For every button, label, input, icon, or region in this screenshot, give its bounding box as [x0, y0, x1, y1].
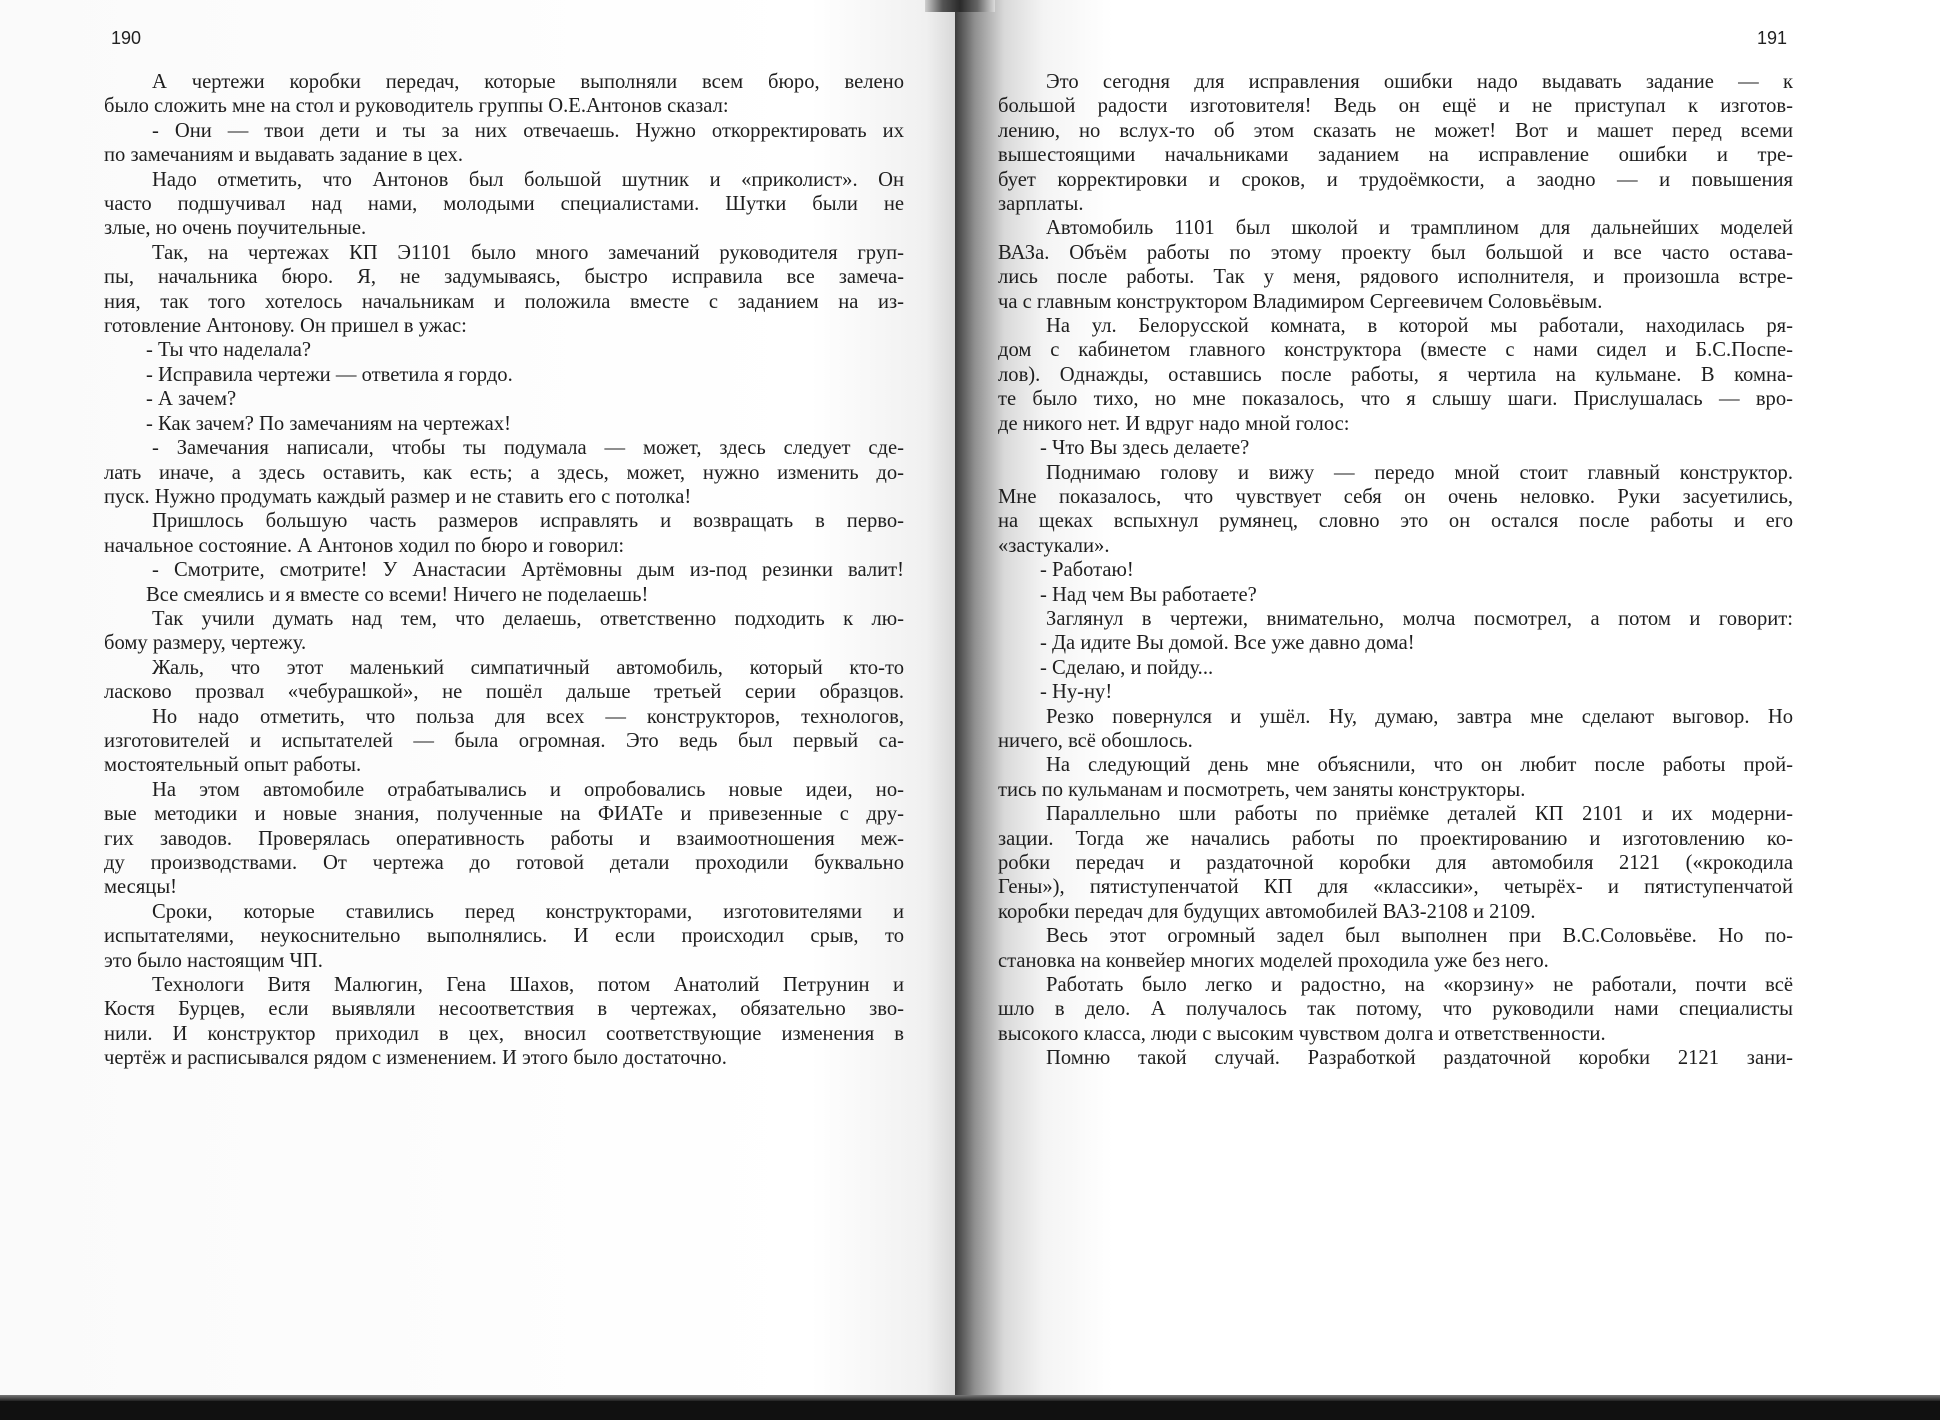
text-line: Автомобиль 1101 был школой и трамплином для дальнейших моделей — [1046, 217, 1793, 240]
text-line: Заглянул в чертежи, внимательно, молча посмотрел, а потом и говорит: — [1046, 607, 1793, 630]
text-line: Технологи Витя Малюгин, Гена Шахов, потом Анатолий Петрунин и — [152, 974, 904, 997]
scanner-edge — [0, 1395, 1940, 1420]
text-line: вышестоящими начальниками заданием на исправление ошибки и тре- — [998, 144, 1793, 167]
text-line: - Да идите Вы домой. Все уже давно дома! — [1040, 632, 1415, 655]
right-page-text — [998, 70, 1793, 1071]
right-page — [955, 0, 1940, 1395]
page-number-right: 191 — [1757, 28, 1788, 48]
text-line: бому размеру, чертежу. — [104, 632, 307, 655]
text-line: чертёж и расписывался рядом с изменением. И этого было достаточно. — [104, 1047, 727, 1070]
text-line: На следующий день мне объяснили, что он любит после работы прой- — [1046, 754, 1793, 777]
text-line: зарплаты. — [998, 193, 1084, 216]
text-line: Все смеялись и я вместе со всеми! Ничего не поделаешь! — [146, 583, 649, 606]
text-line: мостоятельный опыт работы. — [104, 754, 362, 777]
text-line: - Ну-ну! — [1040, 681, 1113, 704]
text-line: дом с кабинетом главного конструктора (вместе с нами сидел и Б.С.Поспе- — [998, 339, 1793, 362]
text-line: лов). Однажды, оставшись после работы, я чертила на кульмане. В комна- — [998, 363, 1793, 386]
text-line: Помню такой случай. Разработкой раздаточной коробки 2121 зани- — [1046, 1047, 1793, 1070]
text-line: Так учили думать над тем, что делаешь, ответственно подходить к лю- — [152, 607, 904, 630]
text-line: на щеках вспыхнул румянец, словно это он остался после работы и его — [998, 510, 1793, 533]
left-page — [0, 0, 955, 1395]
text-line: Мне показалось, что чувствует себя он очень неловко. Руки засуетились, — [998, 485, 1793, 508]
text-line: испытателями, неукоснительно выполнялись. И если происходил срыв, то — [104, 925, 904, 948]
text-line: высокого класса, люди с высоким чувством долга и ответственности. — [998, 1022, 1606, 1045]
text-line: злые, но очень поучительные. — [104, 217, 367, 240]
text-line: пы, начальника бюро. Я, не задумываясь, быстро исправила все замеча- — [104, 266, 904, 289]
text-line: Резко повернулся и ушёл. Ну, думаю, завтра мне сделают выговор. Но — [1046, 705, 1793, 728]
text-line: ВАЗа. Объём работы по этому проекту был большой и все часто остава- — [998, 241, 1793, 264]
text-line: - А зачем? — [146, 388, 237, 411]
text-line: «застукали». — [998, 534, 1110, 557]
text-line: Сроки, которые ставились перед конструкторами, изготовителями и — [152, 900, 904, 923]
text-line: - Как зачем? По замечаниям на чертежах! — [146, 412, 511, 435]
text-line: - Сделаю, и пойду... — [1040, 656, 1214, 679]
text-line: лению, но вслух-то об этом сказать не может! Вот и машет перед всеми — [998, 119, 1793, 142]
book-binding — [925, 0, 995, 12]
text-line: тись по кульманам и посмотреть, чем заняты конструкторы. — [998, 778, 1526, 801]
text-line: А чертежи коробки передач, которые выполняли всем бюро, велено — [152, 71, 904, 93]
text-line: становка на конвейер многих моделей проходила уже без него. — [998, 949, 1549, 972]
left-page-text — [104, 70, 904, 1071]
text-line: Гены»), пятиступенчатой КП для «классики», четырёх- и пятиступенчатой — [998, 876, 1793, 899]
text-line: Но надо отметить, что польза для всех — конструкторов, технологов, — [152, 705, 904, 728]
text-line: нили. И конструктор приходил в цех, вносил соответствующие изменения в — [104, 1022, 904, 1045]
text-line: - Замечания написали, чтобы ты подумала — может, здесь следует сде- — [152, 437, 904, 460]
text-line: - Над чем Вы работаете? — [1040, 583, 1257, 606]
text-line: пуск. Нужно продумать каждый размер и не ставить его с потолка! — [104, 485, 692, 508]
text-line: Это сегодня для исправления ошибки надо выдавать задание — к — [1046, 71, 1793, 93]
text-line: Надо отметить, что Антонов был большой шутник и «приколист». Он — [152, 168, 904, 191]
text-line: большой радости изготовителя! Ведь он ещё и не приступал к изготов- — [998, 95, 1793, 118]
text-line: Работать было легко и радостно, на «корзину» не работали, почти всё — [1046, 974, 1793, 997]
text-line: те было тихо, но мне показалось, что я слышу шаги. Прислушалась — вро- — [998, 388, 1793, 411]
text-line: часто подшучивал над нами, молодыми специалистами. Шутки были не — [104, 193, 904, 216]
text-line: Поднимаю голову и вижу — передо мной стоит главный конструктор. — [1046, 461, 1793, 484]
text-line: вые методики и новые знания, полученные на ФИАТе и привезенные с дру- — [104, 803, 904, 826]
text-line: месяцы! — [104, 876, 178, 899]
text-line: - Исправила чертежи — ответила я гордо. — [146, 363, 513, 386]
text-line: - Что Вы здесь делаете? — [1040, 437, 1250, 460]
text-line: было сложить мне на стол и руководитель группы О.Е.Антонов сказал: — [104, 95, 729, 118]
text-line: Так, на чертежах КП Э1101 было много замечаний руководителя груп- — [152, 241, 904, 264]
text-line: де никого нет. И вдруг надо мной голос: — [998, 412, 1350, 435]
text-line: начальное состояние. А Антонов ходил по бюро и говорил: — [104, 534, 625, 557]
text-line: изготовителей и испытателей — была огромная. Это ведь был первый са- — [104, 729, 904, 752]
text-line: ничего, всё обошлось. — [998, 729, 1193, 752]
text-line: зации. Тогда же начались работы по проектированию и изготовлению ко- — [998, 827, 1793, 850]
text-line: коробки передач для будущих автомобилей ВАЗ-2108 и 2109. — [998, 900, 1536, 923]
text-line: Костя Бурцев, если выявляли несоответствия в чертежах, обязательно зво- — [104, 998, 904, 1021]
text-line: лись после работы. Так у меня, рядового исполнителя, и произошла встре- — [998, 266, 1793, 289]
text-line: ча с главным конструктором Владимиром Сергеевичем Соловьёвым. — [998, 290, 1603, 313]
text-line: робки передач и раздаточной коробки для автомобиля 2121 («крокодила — [998, 852, 1793, 874]
text-line: гих заводов. Проверялась оперативность работы и взаимоотношения меж- — [104, 827, 904, 850]
text-line: Пришлось большую часть размеров исправлять и возвращать в перво- — [152, 510, 904, 533]
text-line: Параллельно шли работы по приёмке деталей КП 2101 и их модерни- — [1046, 803, 1793, 826]
text-line: Жаль, что этот маленький симпатичный автомобиль, который кто-то — [152, 656, 904, 679]
text-line: Весь этот огромный задел был выполнен при В.С.Соловьёве. Но по- — [1046, 925, 1793, 948]
text-line: это было настоящим ЧП. — [104, 949, 323, 972]
text-line: На этом автомобиле отрабатывались и опробовались новые идеи, но- — [152, 778, 904, 801]
text-line: - Ты что наделала? — [146, 339, 312, 362]
text-line: шло в дело. А получалось так потому, что руководили нами специалисты — [998, 998, 1793, 1021]
text-line: - Смотрите, смотрите! У Анастасии Артёмовны дым из-под резинки валит! — [152, 559, 904, 582]
page-number-left: 190 — [111, 28, 142, 48]
text-line: ду производствами. От чертежа до готовой детали проходили буквально — [104, 852, 904, 874]
text-line: ния, так того хотелось начальникам и положила вместе с заданием на из- — [104, 290, 904, 313]
text-line: ласково прозвал «чебурашкой», не пошёл дальше третьей серии образцов. — [104, 681, 904, 704]
text-line: На ул. Белорусской комната, в которой мы работали, находилась ря- — [1046, 315, 1793, 338]
text-line: лать иначе, а здесь оставить, как есть; а здесь, может, нужно изменить до- — [104, 461, 904, 484]
text-line: - Работаю! — [1040, 559, 1134, 582]
text-line: по замечаниям и выдавать задание в цех. — [104, 144, 463, 167]
text-line: бует корректировки и сроков, и трудоёмкости, а заодно — и повышения — [998, 168, 1793, 191]
text-line: - Они — твои дети и ты за них отвечаешь. Нужно откорректировать их — [152, 119, 904, 142]
text-line: готовление Антонову. Он пришел в ужас: — [104, 315, 467, 338]
